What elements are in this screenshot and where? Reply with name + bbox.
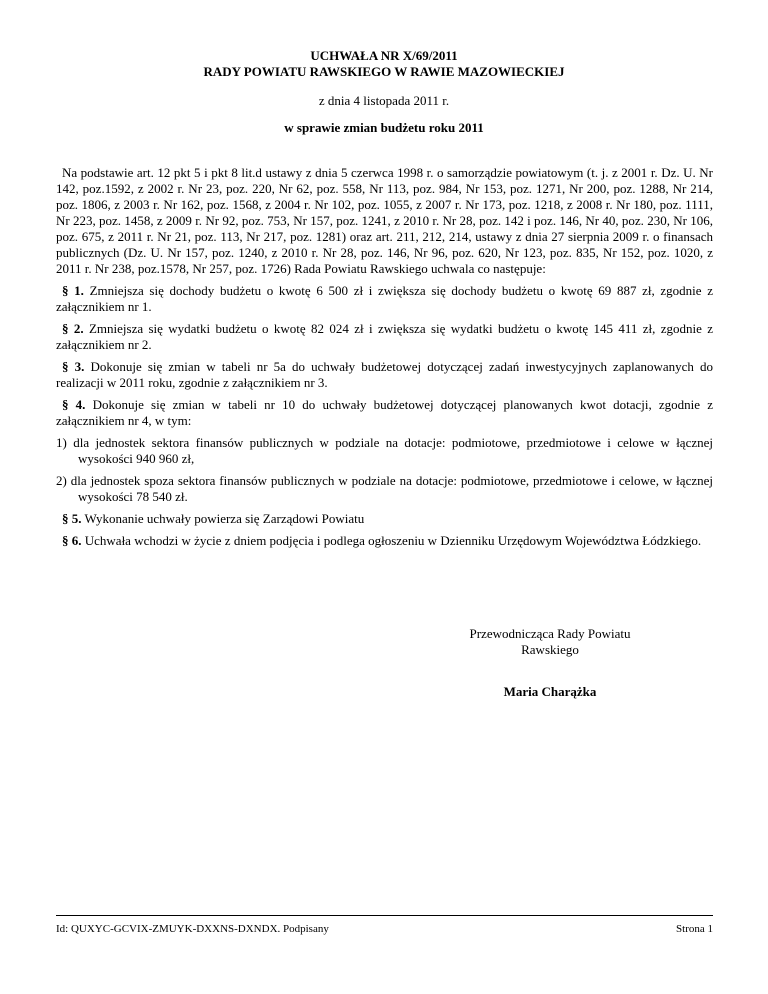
- section-2: [56, 321, 713, 353]
- section-2-label: § 2.: [62, 321, 84, 336]
- section-1-text: Zmniejsza się dochody budżetu o kwotę 6 500 zł i zwiększa się dochody budżetu o kwotę 69 887 zł, zgodnie z załącznikiem nr 1.: [56, 283, 713, 314]
- title-line-2: RADY POWIATU RAWSKIEGO W RAWIE MAZOWIECKIEJ: [203, 64, 565, 79]
- section-1: [56, 283, 713, 315]
- signature-role-line-2: Rawskiego: [521, 642, 579, 657]
- section-3-label: § 3.: [62, 359, 85, 374]
- footer-divider: [56, 915, 713, 916]
- section-4-label: § 4.: [62, 397, 86, 412]
- document-body: [56, 165, 713, 555]
- section-5-text: Wykonanie uchwały powierza się Zarządowi Powiatu: [81, 511, 365, 526]
- section-6: [56, 533, 713, 549]
- section-6-text: Uchwała wchodzi w życie z dniem podjęcia i podlega ogłoszeniu w Dzienniku Urzędowym Województwa Łódzkiego.: [81, 533, 702, 548]
- section-4: [56, 397, 713, 429]
- signature-name: Maria Charążka: [503, 684, 597, 699]
- document-id: Id: QUXYC-GCVIX-ZMUYK-DXXNS-DXNDX. Podpisany: [56, 923, 329, 935]
- signature-role-line-1: Przewodnicząca Rady Powiatu: [469, 626, 631, 641]
- section-4-item-2: 2) dla jednostek spoza sektora finansów publicznych w podziale na dotacje: podmiotowe, przedmiotowe i celowe, w łącznej wysokości 78 540 zł.: [56, 473, 713, 504]
- document-header: [0, 48, 768, 136]
- title-line-1: UCHWAŁA NR X/69/2011: [310, 48, 458, 63]
- page-number: Strona 1: [676, 923, 713, 935]
- section-2-text: Zmniejsza się wydatki budżetu o kwotę 82 024 zł i zwiększa się wydatki budżetu o kwotę 145 411 zł, zgodnie z załącznikiem nr 2.: [56, 321, 713, 352]
- section-5: [56, 511, 713, 527]
- section-5-label: § 5.: [62, 511, 82, 526]
- resolution-subject: w sprawie zmian budżetu roku 2011: [284, 120, 484, 135]
- section-4-item-1: 1) dla jednostek sektora finansów publicznych w podziale na dotacje: podmiotowe, przedmiotowe i celowe w łącznej wysokości 940 960 zł,: [56, 435, 713, 466]
- resolution-date: z dnia 4 listopada 2011 r.: [318, 93, 450, 108]
- section-3: [56, 359, 713, 391]
- section-3-text: Dokonuje się zmian w tabeli nr 5a do uchwały budżetowej dotyczącej zadań inwestycyjnych zaplanowanych do realizacji w 2011 roku, zgodnie z załącznikiem nr 3.: [56, 359, 713, 390]
- preamble: Na podstawie art. 12 pkt 5 i pkt 8 lit.d ustawy z dnia 5 czerwca 1998 r. o samorządzie powiatowym (t. j. z 2001 r. Dz. U. Nr 142, poz.1592, z 2002 r. Nr 23, poz. 220, Nr 62, poz. 558, Nr 113, poz. 984, Nr 153, poz. 1271, Nr 200, poz. 1288, Nr 214, poz. 1806, z 2003 r. Nr 162, poz. 1568, z 2004 r. Nr 102, poz. 1055, z 2007 r. Nr 173, poz. 1218, z 2008 r. Nr 180, poz. 1111, Nr 223, poz. 1458, z 2009 r. Nr 92, poz. 753, Nr 157, poz. 1241, z 2010 r. Nr 28, poz. 142 i poz. 146, Nr 40, poz. 230, Nr 106, poz. 675, z 2011 r. Nr 21, poz. 113, Nr 217, poz. 1281) oraz art. 211, 212, 214, ustawy z dnia 27 sierpnia 2009 r. o finansach publicznych (Dz. U. Nr 157, poz. 1240, z 2010 r. Nr 28, poz. 146, Nr 96, poz. 620, Nr 123, poz. 835, Nr 152, poz. 1020, z 2011 r. Nr 238, poz.1578, Nr 257, poz. 1726) Rada Powiatu Rawskiego uchwala co następuje:: [56, 165, 713, 276]
- section-1-label: § 1.: [62, 283, 84, 298]
- section-6-label: § 6.: [62, 533, 82, 548]
- section-4-text: Dokonuje się zmian w tabeli nr 10 do uchwały budżetowej dotyczącej planowanych kwot dotacji, zgodnie z załącznikiem nr 4, w tym:: [56, 397, 713, 428]
- signature-block: [440, 626, 660, 700]
